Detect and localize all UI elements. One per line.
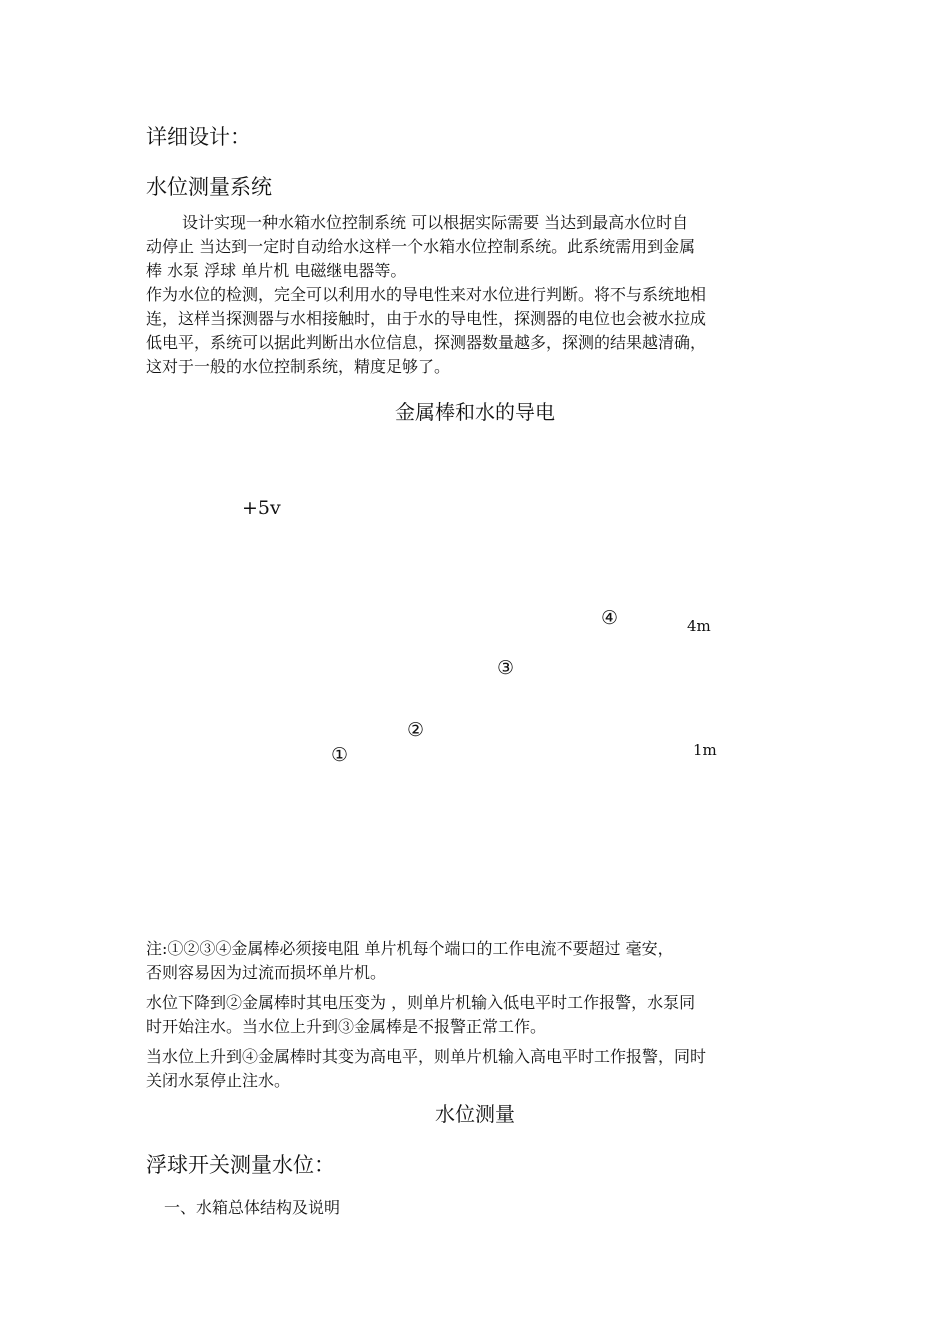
supply-voltage-label: +5v <box>242 497 281 519</box>
probe-3-label: ③ <box>497 657 515 679</box>
probe-1-label: ① <box>331 744 349 766</box>
heading-water-level-system: 水位测量系统 <box>146 175 272 199</box>
notes-paragraph <box>146 937 810 1093</box>
intro-line: 连，这样当探测器与水相接触时，由于水的导电性，探测器的电位也会被水拉成 <box>146 309 707 328</box>
probe-2-label: ② <box>407 719 425 741</box>
heading-detail-design: 详细设计： <box>146 125 251 149</box>
note-line: 当水位上升到④金属棒时其变为高电平，则单片机输入高电平时工作报警，同时 <box>146 1047 707 1066</box>
intro-line: 这对于一般的水位控制系统，精度足够了。 <box>146 357 451 376</box>
note-line: 关闭水泵停止注水。 <box>146 1071 291 1090</box>
heading-water-level-measure: 水位测量 <box>435 1102 515 1126</box>
note-line: 否则容易因为过流而损坏单片机。 <box>146 963 387 982</box>
note-line: 注:①②③④金属棒必须接电阻 单片机每个端口的工作电流不要超过 毫安， <box>146 939 674 958</box>
heading-float-switch: 浮球开关测量水位： <box>146 1153 335 1177</box>
intro-line: 设计实现一种水箱水位控制系统 可以根据实际需要 当达到最高水位时自 <box>182 213 689 232</box>
intro-line: 低电平，系统可以据此判断出水位信息，探测器数量越多，探测的结果越清确， <box>146 333 707 352</box>
section-one-title: 一、水箱总体结构及说明 <box>164 1198 341 1217</box>
heading-rod-conduction: 金属棒和水的导电 <box>395 400 555 424</box>
note-line: 时开始注水。当水位上升到③金属棒是不报警正常工作。 <box>146 1017 547 1036</box>
level-low-label: 1m <box>693 741 717 759</box>
intro-line: 动停止 当达到一定时自动给水这样一个水箱水位控制系统。此系统需用到金属 <box>146 237 696 256</box>
level-high-label: 4m <box>687 617 711 635</box>
intro-line: 棒 水泵 浮球 单片机 电磁继电器等。 <box>146 261 407 280</box>
probe-4-label: ④ <box>601 607 619 629</box>
note-line: 水位下降到②金属棒时其电压变为 ，则单片机输入低电平时工作报警，水泵同 <box>146 993 696 1012</box>
intro-paragraph <box>146 211 810 379</box>
intro-line: 作为水位的检测，完全可以利用水的导电性来对水位进行判断。将不与系统地相 <box>146 285 707 304</box>
